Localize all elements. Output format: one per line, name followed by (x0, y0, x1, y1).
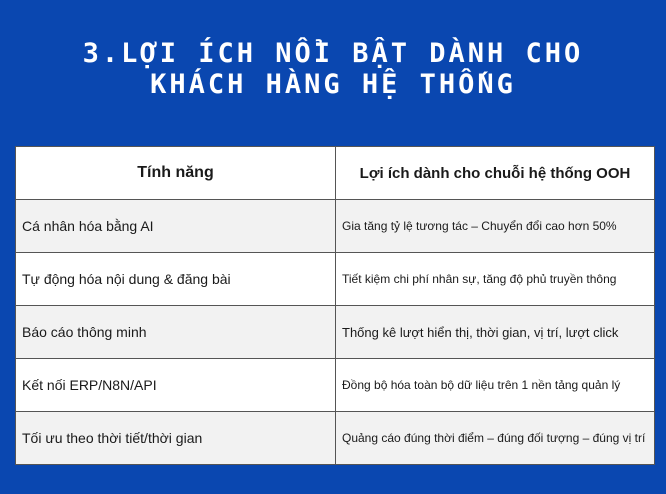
feature-cell: Kết nối ERP/N8N/API (16, 359, 336, 412)
benefit-cell: Thống kê lượt hiển thị, thời gian, vị trí, lượt click (336, 306, 655, 359)
table-row (16, 306, 655, 359)
table-row (16, 253, 655, 306)
feature-cell: Tối ưu theo thời tiết/thời gian (16, 412, 336, 465)
header-feature: Tính năng (16, 147, 336, 200)
feature-cell: Báo cáo thông minh (16, 306, 336, 359)
table-row (16, 412, 655, 465)
benefit-cell: Tiết kiệm chi phí nhân sự, tăng độ phủ truyền thông (336, 253, 655, 306)
page-title (0, 38, 666, 100)
title-line-1: 3.LỢI ÍCH NỔI BẬT DÀNH CHO (82, 38, 584, 69)
benefit-cell: Quảng cáo đúng thời điểm – đúng đối tượng – đúng vị trí (336, 412, 655, 465)
benefit-cell: Đồng bộ hóa toàn bộ dữ liệu trên 1 nền tảng quản lý (336, 359, 655, 412)
header-benefit: Lợi ích dành cho chuỗi hệ thống OOH (336, 147, 655, 200)
title-line-2: KHÁCH HÀNG HỆ THỐNG (150, 69, 516, 100)
table-row (16, 359, 655, 412)
table-row (16, 200, 655, 253)
table-header-row (16, 147, 655, 200)
feature-cell: Cá nhân hóa bằng AI (16, 200, 336, 253)
benefits-table (15, 146, 655, 465)
feature-cell: Tự động hóa nội dung & đăng bài (16, 253, 336, 306)
benefit-cell: Gia tăng tỷ lệ tương tác – Chuyển đổi cao hơn 50% (336, 200, 655, 253)
